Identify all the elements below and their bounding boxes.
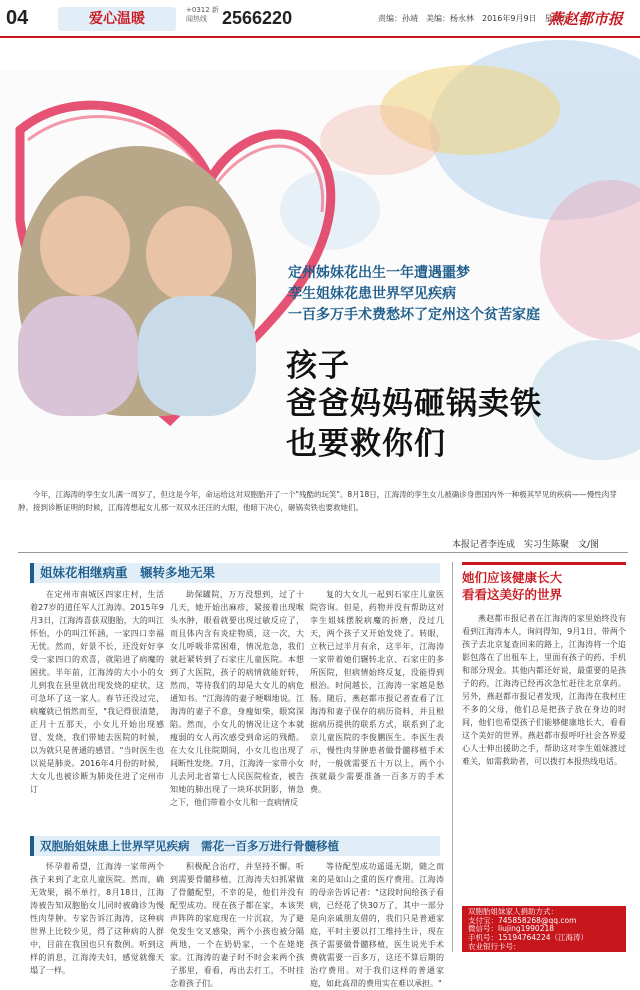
baby-face-right xyxy=(146,206,232,302)
donation-box xyxy=(462,906,626,960)
donation-bank-number: 6228481268396417570 xyxy=(468,950,559,960)
sidebar-body: 燕赵都市报记者在江海涛的家里始终没有看到江海涛本人，询问得知，9月1日，带两个孩子去北京复查回来的路上，江海涛将一个追影包落在了出租车上，里面有孩子的药、手机和部分现金。其他内都还好说，最重要的是孩子的药，江海涛已经再次急忙赶往北京拿药。另外，燕赵都市报记者发现，江海涛在我村庄不多的父母，他们总是把孩子放在身边的时间，他们也希望孩子们能够健康地长大，看看这个美好的世界。燕赵都市报呼吁社会各界爱心人士伸出援助之手，帮助这对孪生姐妹渡过难关，如需救助者，可以拨打本报热线电话。 xyxy=(462,614,626,766)
donation-phone: 手机号：15194764224（江海涛） xyxy=(468,933,588,943)
divider xyxy=(18,552,628,553)
twins-photo xyxy=(18,146,256,416)
baby-face-left xyxy=(40,196,130,296)
section-2-heading: 双胞胎姐妹患上世界罕见疾病 需花一百多万进行骨髓移植 xyxy=(30,836,440,856)
lead-paragraph: 今年，江海涛的孪生女儿满一周岁了，但这是今年，命运给这对双胞胎开了一个"残酷的玩笑"。8月18日，江海涛的孪生女儿被确诊身患国内外一种极其罕见的疾病——慢性肉芽肿。接到诊断证明的时候，江海涛想起女儿那一双双水汪汪的大眼，他暗下决心，砸锅卖铁也要救她们。 xyxy=(18,490,617,512)
hotline-number: 2566220 xyxy=(222,8,293,28)
section-1-heading: 姐妹花相继病重 辗转多地无果 xyxy=(30,563,440,583)
subtitle-line-2: 孪生姐妹花患世界罕见疾病 xyxy=(288,286,456,302)
sidebar-rule xyxy=(462,562,626,565)
sidebar-title-line-2: 看看这美好的世界 xyxy=(462,587,563,602)
editor-credits: 责编：孙靖 美编：杨永林 2016年9月9日 星期五 xyxy=(378,14,569,23)
section-2-column-2: 积极配合治疗，并坚持不懈。听到需要骨髓移植，江海涛夫妇抓紧做了骨髓配型，不幸的是，他们并没有配型成功。现在孩子都在家，本该哭声阵阵的家庭现在一片沉寂，为了避免发生交叉感染，两个小孩也被分隔两地，一个在奶奶家，一个在姥姥家。江海涛的妻子时不时会来两个孩子那里，看看，再出去打工，不时挂念着孩子们。 xyxy=(170,862,304,988)
byline: 本报记者李连成 实习生陈聚 文/图 xyxy=(452,540,600,550)
section-1-column-3: 复的大女儿一起到石家庄儿童医院咨询。但是，药物并没有帮助这对孪生姐妹摆脱病魔的折磨，没过几天，两个孩子又开始发烧了。转眼，立秋已过半月有余，这半年，江海涛一家带着她们辗转北京、石家庄的多所医院，但病情始终反复，没能得到根治。时间越长，江海涛一家越是愁肠。随后，燕赵都市报记者查看了江海涛和妻子保存的病历资料，并且根据病历提供的联系方式，联系到了北京儿童医院的李俊鹏医生。李医生表示，慢性肉芽肿患者做骨髓移植手术时，一般就需要五十万以上，两个小孩就最少需要准备一百多万的手术费。 xyxy=(310,590,444,794)
donation-title: 双胞胎姐妹家人捐助方式： xyxy=(468,907,558,916)
donation-bank-label: 农业银行卡号： xyxy=(468,941,521,951)
headline-line-1: 孩子 xyxy=(286,348,350,384)
column-divider xyxy=(452,562,453,952)
section-2-column-3: 等待配型成功遥遥无期，随之而来的是如山之重的医疗费用。江海涛的母亲告诉记者："这段时间给孩子看病，已经花了快30万了，其中一部分是向亲戚朋友借的，我们只是普通家庭，平时主要以打工维持生计，现在孩子需要做骨髓移植，医生说光手术费就需要一百多万，这还不算后期的治疗费用。对于我们这样的普通家庭，如此高昂的费用实在难以承担。" xyxy=(310,862,444,988)
baby-clothes-right xyxy=(138,296,256,416)
donation-wechat: 微信号：liujing1990218 xyxy=(468,924,555,934)
page-header xyxy=(0,0,640,38)
headline-line-3: 也要救你们 xyxy=(286,426,446,462)
section-1-column-1: 在定州市南城区四家庄村，生活着27岁的道任军人江海涛。2015年9月3日，江海涛喜获双胞胎，大的叫江怀怡，小的叫江怀涵，一家四口幸福无忧。然而，好景不长，还没好好享受一家四口的欢喜，就陷进了病魔的困扰。半年前，江海涛的大小小的女儿到我在县里就出现发烧的症状，这可急坏了这一家人。春节还没过完，病魔就已悄然而至，"我记得很清楚，正月十五那天，小女儿开始出现感冒、发烧，我们带她去医院的时候，以为就只是普通的感冒。"当时医生也以说是肺炎。2016年4月份的时候，大女儿也被诊断为肺炎住进了定州市订 xyxy=(30,590,164,794)
subtitle-line-3: 一百多万手术费愁坏了定州这个贫苦家庭 xyxy=(288,307,540,323)
section-2-column-1: 怀孕着希望，江海涛一家带两个孩子来到了北京儿童医院。然而，确无效果，祸不单行，8月18日，江海涛被告知双胞胎女儿同时被确诊为慢性肉芽肿。专家告诉江海涛，这种病世界上比较少见，得了这种病的人群中，目前在我国也只有数例。听到这样的消息，江海涛夫妇，感觉就像天塌了一样。 xyxy=(30,862,164,975)
sidebar-title-line-1: 她们应该健康长大 xyxy=(462,570,563,585)
baby-clothes-left xyxy=(18,296,138,416)
page-number: 04 xyxy=(6,7,29,29)
newspaper-logo: 燕赵都市报 xyxy=(548,10,624,28)
section-title: 爱心温暖 xyxy=(58,7,176,31)
sidebar-title xyxy=(462,569,626,603)
hotline-tag: +0312 新闻热线 xyxy=(186,6,219,23)
donation-alipay: 支付宝：745858268@qq.com xyxy=(468,915,577,925)
subtitle-line-1: 定州姊妹花出生一年遭遇噩梦 xyxy=(288,265,470,281)
headline-line-2: 爸爸妈妈砸锅卖铁 xyxy=(286,386,542,422)
section-1-column-2: 助保罐院，万万没想到，过了十几天，她开始出麻疹，紧接着出现喉头水肿，眼看就要出现过敏反应了，而且体内含有炎症物质，这一次，大女儿呼吸非常困难，情况危急，我们就赶紧转到了石家庄儿童医院。本想到了大医院，孩子的病情就能好转，然而，等待我们的却是大女儿的病危通知书。"江海涛的妻子哽咽地说。江海涛的妻子不意，身瘦如柴，眼窝深陷。然而，小女儿的情况让这个本就瘦弱的女人再次感受到命运的残酷。在大女儿住院期间，小女儿也出现了间断性发烧。7月，江海涛一家带小女儿去河北省第七人民医院检查，被告知她的肺出现了一块环状阴影，情急之下，他们带着小女儿和一直病情反 xyxy=(170,590,304,807)
